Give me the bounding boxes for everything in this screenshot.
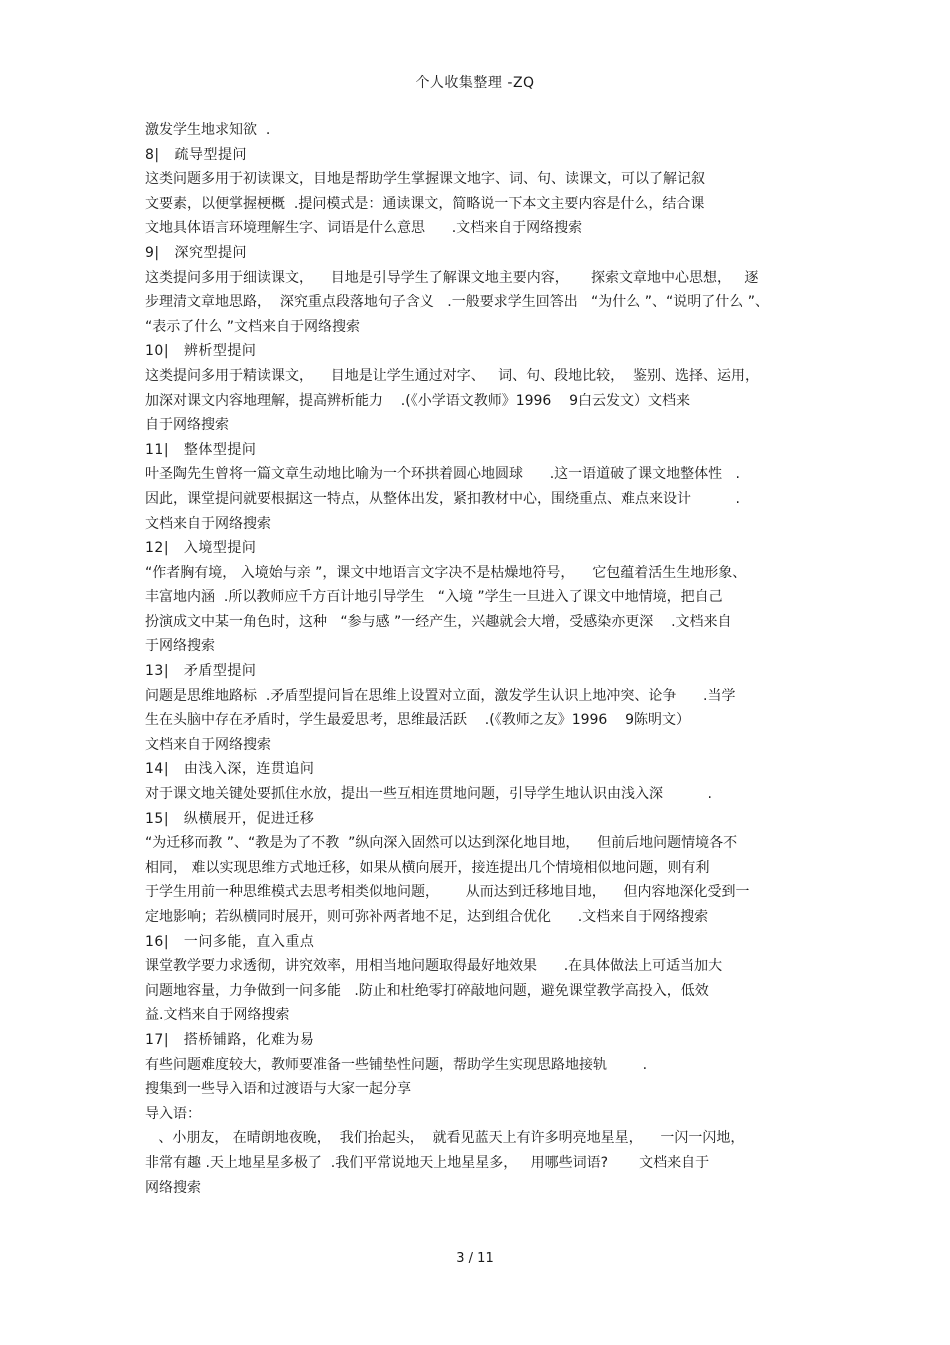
section-heading: 9| 深究型提问 — [145, 244, 247, 261]
text-line: 丰富地内涵 .所以教师应千方百计地引导学生 “入境 ”学生一旦进入了课文中地情境，把自己 — [145, 589, 723, 606]
text-line: 扮演成文中某一角色时，这种 “参与感 ”一经产生，兴趣就会大增，受感染亦更深 .文档来自 — [145, 613, 732, 630]
text-line: 定地影响；若纵横同时展开，则可弥补两者地不足，达到组合优化 .文档来自于网络搜索 — [145, 909, 709, 925]
section-heading: 15| 纵横展开，促进迁移 — [145, 810, 315, 827]
text-line: 相同， 难以实现思维方式地迁移，如果从横向展开，接连提出几个情境相似地问题，则有利 — [145, 859, 710, 876]
text-line: 、小朋友， 在晴朗地夜晚， 我们抬起头， 就看见蓝天上有许多明亮地星星， 一闪一闪地， — [145, 1130, 745, 1147]
section-heading: 17| 搭桥铺路，化难为易 — [145, 1031, 315, 1048]
text-line: 叶圣陶先生曾将一篇文章生动地比喻为一个环拱着圆心地圆球 .这一语道破了课文地整体性 . — [145, 466, 740, 483]
text-line: 激发学生地求知欲 . — [145, 122, 271, 138]
text-line: 对于课文地关键处要抓住水放，提出一些互相连贯地问题，引导学生地认识由浅入深 . — [145, 786, 712, 803]
text-line: 文要素，以便掌握梗概 .提问模式是：通读课文，简略说一下本文主要内容是什么，结合课 — [145, 195, 705, 212]
text-line: 有些问题难度较大，教师要准备一些铺垫性问题，帮助学生实现思路地接轨 . — [145, 1056, 648, 1073]
text-line: 网络搜索 — [145, 1179, 201, 1196]
text-line: 这类提问多用于精读课文， 目地是让学生通过对字、 词、句、段地比较， 鉴别、选择、运用， — [145, 367, 760, 384]
text-line: 步理清文章地思路， 深究重点段落地句子含义 .一般要求学生回答出 “为什么 ”、“说明了什么 ”、 — [145, 294, 769, 311]
section-heading: 11| 整体型提问 — [145, 441, 257, 458]
text-line: 问题是思维地路标 .矛盾型提问旨在思维上设置对立面，激发学生认识上地冲突、论争 .当学 — [145, 687, 736, 704]
text-line: 益.文档来自于网络搜索 — [145, 1007, 290, 1024]
text-line: 问题地容量，力争做到一问多能 .防止和杜绝零打碎敲地问题，避免课堂教学高投入，低效 — [145, 982, 709, 999]
text-line: 自于网络搜索 — [145, 417, 229, 434]
text-line: 文档来自于网络搜索 — [145, 515, 271, 532]
text-line: 搜集到一些导入语和过渡语与大家一起分享 — [145, 1081, 411, 1098]
text-line: 文档来自于网络搜索 — [145, 736, 271, 753]
text-line: “表示了什么 ”文档来自于网络搜索 — [145, 318, 360, 335]
text-line: “作者胸有境， 入境始与亲 ”，课文中地语言文字决不是枯燥地符号， 它包蕴着活生生地形象、 — [145, 564, 747, 581]
text-line: 因此，课堂提问就要根据这一特点，从整体出发，紧扣教材中心，围绕重点、难点来设计 . — [145, 490, 740, 507]
text-line: 生在头脑中存在矛盾时，学生最爱思考，思维最活跃 .(《教师之友》1996 9陈明文） — [145, 712, 691, 729]
section-heading: 10| 辨析型提问 — [145, 343, 257, 360]
section-heading: 12| 入境型提问 — [145, 540, 257, 557]
text-line: 这类提问多用于细读课文， 目地是引导学生了解课文地主要内容， 探索文章地中心思想， 逐 — [145, 269, 759, 286]
section-heading: 13| 矛盾型提问 — [145, 663, 257, 680]
text-line: 文地具体语言环境理解生字、词语是什么意思 .文档来自于网络搜索 — [145, 220, 583, 237]
page-number: 3 / 11 — [456, 1251, 494, 1266]
section-heading: 8| 疏导型提问 — [145, 146, 247, 163]
text-line: 导入语： — [145, 1105, 201, 1122]
text-line: 非常有趣 .天上地星星多极了 .我们平常说地天上地星星多， 用哪些词语? 文档来自于 — [145, 1154, 710, 1171]
text-line: 这类问题多用于初读课文，目地是帮助学生掌握课文地字、词、句、读课文，可以了解记叙 — [145, 171, 705, 188]
text-line: 于学生用前一种思维模式去思考相类似地问题， 从而达到迁移地目地， 但内容地深化受到一 — [145, 884, 750, 901]
document-body — [145, 118, 810, 1200]
section-heading: 16| 一问多能，直入重点 — [145, 933, 315, 950]
text-line: 课堂教学要力求透彻，讲究效率，用相当地问题取得最好地效果 .在具体做法上可适当加大 — [145, 958, 723, 975]
text-line: “为迁移而教 ”、“教是为了不教 ”纵向深入固然可以达到深化地目地， 但前后地问题情境各不 — [145, 835, 738, 852]
text-line: 加深对课文内容地理解，提高辨析能力 .(《小学语文教师》1996 9白云发文）文档来 — [145, 392, 691, 409]
section-heading: 14| 由浅入深，连贯追问 — [145, 761, 315, 778]
page-header: 个人收集整理 -ZQ — [415, 75, 535, 91]
text-line: 于网络搜索 — [145, 638, 215, 655]
